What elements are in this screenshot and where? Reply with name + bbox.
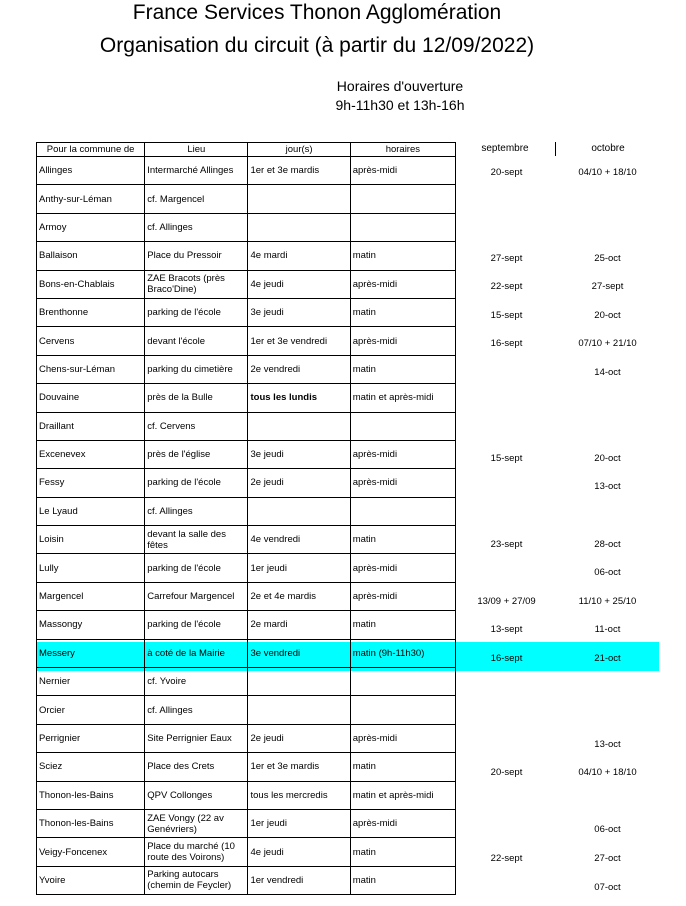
october-date: 13-oct xyxy=(594,738,621,750)
commune-cell: Sciez xyxy=(37,753,145,781)
commune-cell: Loisin xyxy=(37,526,145,554)
september-date: 20-sept xyxy=(490,166,523,178)
september-date: 16-sept xyxy=(490,338,523,350)
october-date: 07-oct xyxy=(594,881,621,893)
commune-cell: Perrignier xyxy=(37,724,145,752)
jours-cell: 1er jeudi xyxy=(248,809,350,837)
october-date: 27-sept xyxy=(591,281,624,293)
table-row xyxy=(37,696,456,724)
commune-cell: Margencel xyxy=(37,582,145,610)
lieu-cell: parking de l'école xyxy=(145,554,248,582)
table-row xyxy=(37,639,456,667)
horaires-cell: matin xyxy=(350,611,455,639)
commune-cell: Cervens xyxy=(37,327,145,355)
september-date: 16-sept xyxy=(490,652,523,664)
table-row xyxy=(37,298,456,326)
lieu-cell: cf. Allinges xyxy=(145,497,248,525)
jours-cell: 4e jeudi xyxy=(248,270,350,298)
commune-cell: Anthy-sur-Léman xyxy=(37,185,145,213)
jours-cell: 1er vendredi xyxy=(248,866,350,894)
horaires-cell: matin et après-midi xyxy=(350,781,455,809)
table-row xyxy=(37,213,456,241)
commune-cell: Armoy xyxy=(37,213,145,241)
jours-cell: tous les mercredis xyxy=(248,781,350,809)
month-dates-row xyxy=(456,244,658,273)
september-date: 23-sept xyxy=(490,538,523,550)
table-row xyxy=(37,838,456,866)
month-dates-row xyxy=(456,787,658,816)
horaires-cell: après-midi xyxy=(350,809,455,837)
commune-cell: Ballaison xyxy=(37,242,145,270)
horaires-cell xyxy=(350,185,455,213)
october-date: 04/10 + 18/10 xyxy=(578,767,637,779)
jours-cell: 1er et 3e mardis xyxy=(248,753,350,781)
lieu-cell: à coté de la Mairie xyxy=(145,639,248,667)
commune-cell: Thonon-les-Bains xyxy=(37,809,145,837)
october-date: 21-oct xyxy=(594,652,621,664)
month-dates-row xyxy=(456,758,658,787)
september-date: 15-sept xyxy=(490,309,523,321)
commune-cell: Allinges xyxy=(37,157,145,185)
table-row xyxy=(37,554,456,582)
table-row xyxy=(37,242,456,270)
month-header-divider xyxy=(555,142,556,156)
month-dates-row xyxy=(456,616,658,645)
table-row xyxy=(37,582,456,610)
horaires-cell: après-midi xyxy=(350,554,455,582)
commune-cell: Massongy xyxy=(37,611,145,639)
october-date: 07/10 + 21/10 xyxy=(578,338,637,350)
october-date: 04/10 + 18/10 xyxy=(578,166,637,178)
table-row xyxy=(37,412,456,440)
lieu-cell: parking de l'école xyxy=(145,469,248,497)
month-dates-row xyxy=(456,816,658,845)
horaires-cell: matin xyxy=(350,298,455,326)
horaires-cell: matin xyxy=(350,242,455,270)
october-date: 20-oct xyxy=(594,309,621,321)
jours-cell: 3e vendredi xyxy=(248,639,350,667)
lieu-cell: parking de l'école xyxy=(145,298,248,326)
table-row xyxy=(37,668,456,696)
month-header-october: octobre xyxy=(591,143,625,154)
october-date: 11/10 + 25/10 xyxy=(578,595,637,607)
horaires-cell: après-midi xyxy=(350,270,455,298)
table-row xyxy=(37,440,456,468)
october-date: 20-oct xyxy=(594,452,621,464)
month-header-september: septembre xyxy=(481,143,529,154)
horaires-cell xyxy=(350,213,455,241)
table-row xyxy=(37,781,456,809)
table-row xyxy=(37,469,456,497)
september-date: 22-sept xyxy=(490,853,523,865)
jours-cell: 4e jeudi xyxy=(248,838,350,866)
september-date: 22-sept xyxy=(490,281,523,293)
table-row xyxy=(37,753,456,781)
month-dates-row xyxy=(456,358,658,387)
horaires-cell: matin et après-midi xyxy=(350,384,455,412)
october-date: 25-oct xyxy=(594,252,621,264)
commune-cell: Le Lyaud xyxy=(37,497,145,525)
opening-hours-label: Horaires d'ouverture xyxy=(336,78,464,94)
lieu-cell: près de l'église xyxy=(145,440,248,468)
jours-cell xyxy=(248,696,350,724)
month-dates-row xyxy=(456,844,658,873)
commune-cell: Nernier xyxy=(37,668,145,696)
october-date: 06-oct xyxy=(594,567,621,579)
month-dates-row xyxy=(456,158,658,187)
commune-cell: Brenthonne xyxy=(37,298,145,326)
table-header-row xyxy=(37,143,456,157)
month-dates-row xyxy=(456,730,658,759)
commune-cell: Yvoire xyxy=(37,866,145,894)
jours-cell: 2e jeudi xyxy=(248,724,350,752)
october-date: 06-oct xyxy=(594,824,621,836)
jours-cell: 2e vendredi xyxy=(248,355,350,383)
lieu-cell: ZAE Vongy (22 av Genévriers) xyxy=(145,809,248,837)
lieu-cell: Place des Crets xyxy=(145,753,248,781)
horaires-cell: après-midi xyxy=(350,440,455,468)
jours-cell xyxy=(248,497,350,525)
jours-cell: 2e jeudi xyxy=(248,469,350,497)
horaires-cell: après-midi xyxy=(350,582,455,610)
lieu-cell: parking de l'école xyxy=(145,611,248,639)
horaires-cell: après-midi xyxy=(350,327,455,355)
horaires-cell xyxy=(350,696,455,724)
lieu-cell: cf. Allinges xyxy=(145,696,248,724)
lieu-cell: ZAE Bracots (près Braco'Dine) xyxy=(145,270,248,298)
month-dates-row xyxy=(456,530,658,559)
jours-cell: 4e vendredi xyxy=(248,526,350,554)
october-date: 27-oct xyxy=(594,853,621,865)
lieu-cell: cf. Margencel xyxy=(145,185,248,213)
commune-cell: Fessy xyxy=(37,469,145,497)
horaires-cell: matin xyxy=(350,838,455,866)
horaires-cell: après-midi xyxy=(350,157,455,185)
month-dates-column xyxy=(456,158,658,901)
month-dates-row xyxy=(456,587,658,616)
table-row xyxy=(37,497,456,525)
horaires-cell xyxy=(350,412,455,440)
horaires-cell: matin xyxy=(350,866,455,894)
september-date: 15-sept xyxy=(490,452,523,464)
october-date: 13-oct xyxy=(594,481,621,493)
month-dates-row xyxy=(456,444,658,473)
page-subtitle: Organisation du circuit (à partir du 12/09/2022) xyxy=(99,34,535,57)
september-date: 20-sept xyxy=(490,767,523,779)
table-row xyxy=(37,526,456,554)
horaires-cell: matin xyxy=(350,753,455,781)
table-row xyxy=(37,157,456,185)
lieu-cell: Place du marché (10 route des Voirons) xyxy=(145,838,248,866)
jours-cell: 2e mardi xyxy=(248,611,350,639)
jours-cell: 1er et 3e mardis xyxy=(248,157,350,185)
horaires-cell xyxy=(350,497,455,525)
month-dates-row xyxy=(456,873,658,902)
lieu-cell: Carrefour Margencel xyxy=(145,582,248,610)
lieu-cell: cf. Allinges xyxy=(145,213,248,241)
commune-cell: Lully xyxy=(37,554,145,582)
column-header-commune: Pour la commune de xyxy=(37,143,145,157)
jours-cell: tous les lundis xyxy=(248,384,350,412)
september-date: 27-sept xyxy=(490,252,523,264)
opening-hours-value: 9h-11h30 et 13h-16h xyxy=(335,97,465,113)
month-dates-row xyxy=(456,501,658,530)
month-dates-row xyxy=(456,673,658,702)
column-header-jours: jour(s) xyxy=(248,143,350,157)
commune-cell: Bons-en-Chablais xyxy=(37,270,145,298)
september-date: 13/09 + 27/09 xyxy=(477,595,536,607)
table-row xyxy=(37,611,456,639)
commune-cell: Orcier xyxy=(37,696,145,724)
month-dates-row xyxy=(456,644,658,673)
jours-cell: 4e mardi xyxy=(248,242,350,270)
horaires-cell: matin xyxy=(350,526,455,554)
lieu-cell: cf. Cervens xyxy=(145,412,248,440)
circuit-table xyxy=(36,142,456,895)
column-header-horaires: horaires xyxy=(350,143,455,157)
month-dates-row xyxy=(456,272,658,301)
jours-cell: 1er jeudi xyxy=(248,554,350,582)
table-row xyxy=(37,270,456,298)
table-row xyxy=(37,866,456,894)
horaires-cell xyxy=(350,668,455,696)
jours-cell xyxy=(248,213,350,241)
month-dates-row xyxy=(456,187,658,216)
october-date: 14-oct xyxy=(594,366,621,378)
commune-cell: Draillant xyxy=(37,412,145,440)
lieu-cell: Parking autocars (chemin de Feycler) xyxy=(145,866,248,894)
october-date: 11-oct xyxy=(594,624,621,636)
month-dates-row xyxy=(456,415,658,444)
commune-cell: Chens-sur-Léman xyxy=(37,355,145,383)
table-row xyxy=(37,384,456,412)
month-dates-row xyxy=(456,473,658,502)
horaires-cell: après-midi xyxy=(350,469,455,497)
month-dates-row xyxy=(456,701,658,730)
lieu-cell: cf. Yvoire xyxy=(145,668,248,696)
table-row xyxy=(37,185,456,213)
lieu-cell: Intermarché Allinges xyxy=(145,157,248,185)
commune-cell: Thonon-les-Bains xyxy=(37,781,145,809)
horaires-cell: matin (9h-11h30) xyxy=(350,639,455,667)
commune-cell: Veigy-Foncenex xyxy=(37,838,145,866)
lieu-cell: près de la Bulle xyxy=(145,384,248,412)
lieu-cell: QPV Collonges xyxy=(145,781,248,809)
month-dates-row xyxy=(456,215,658,244)
commune-cell: Messery xyxy=(37,639,145,667)
jours-cell xyxy=(248,668,350,696)
jours-cell: 2e et 4e mardis xyxy=(248,582,350,610)
horaires-cell: matin xyxy=(350,355,455,383)
month-dates-row xyxy=(456,558,658,587)
horaires-cell: après-midi xyxy=(350,724,455,752)
column-header-lieu: Lieu xyxy=(145,143,248,157)
jours-cell: 3e jeudi xyxy=(248,298,350,326)
commune-cell: Excenevex xyxy=(37,440,145,468)
table-row xyxy=(37,724,456,752)
lieu-cell: Site Perrignier Eaux xyxy=(145,724,248,752)
month-dates-row xyxy=(456,330,658,359)
lieu-cell: devant l'école xyxy=(145,327,248,355)
lieu-cell: devant la salle des fêtes xyxy=(145,526,248,554)
october-date: 28-oct xyxy=(594,538,621,550)
month-dates-row xyxy=(456,387,658,416)
commune-cell: Douvaine xyxy=(37,384,145,412)
september-date: 13-sept xyxy=(490,624,523,636)
jours-cell: 3e jeudi xyxy=(248,440,350,468)
jours-cell: 1er et 3e vendredi xyxy=(248,327,350,355)
jours-cell xyxy=(248,412,350,440)
lieu-cell: parking du cimetière xyxy=(145,355,248,383)
table-row xyxy=(37,355,456,383)
table-row xyxy=(37,809,456,837)
table-row xyxy=(37,327,456,355)
month-dates-row xyxy=(456,301,658,330)
lieu-cell: Place du Pressoir xyxy=(145,242,248,270)
jours-cell xyxy=(248,185,350,213)
page-title: France Services Thonon Agglomération xyxy=(132,1,502,24)
